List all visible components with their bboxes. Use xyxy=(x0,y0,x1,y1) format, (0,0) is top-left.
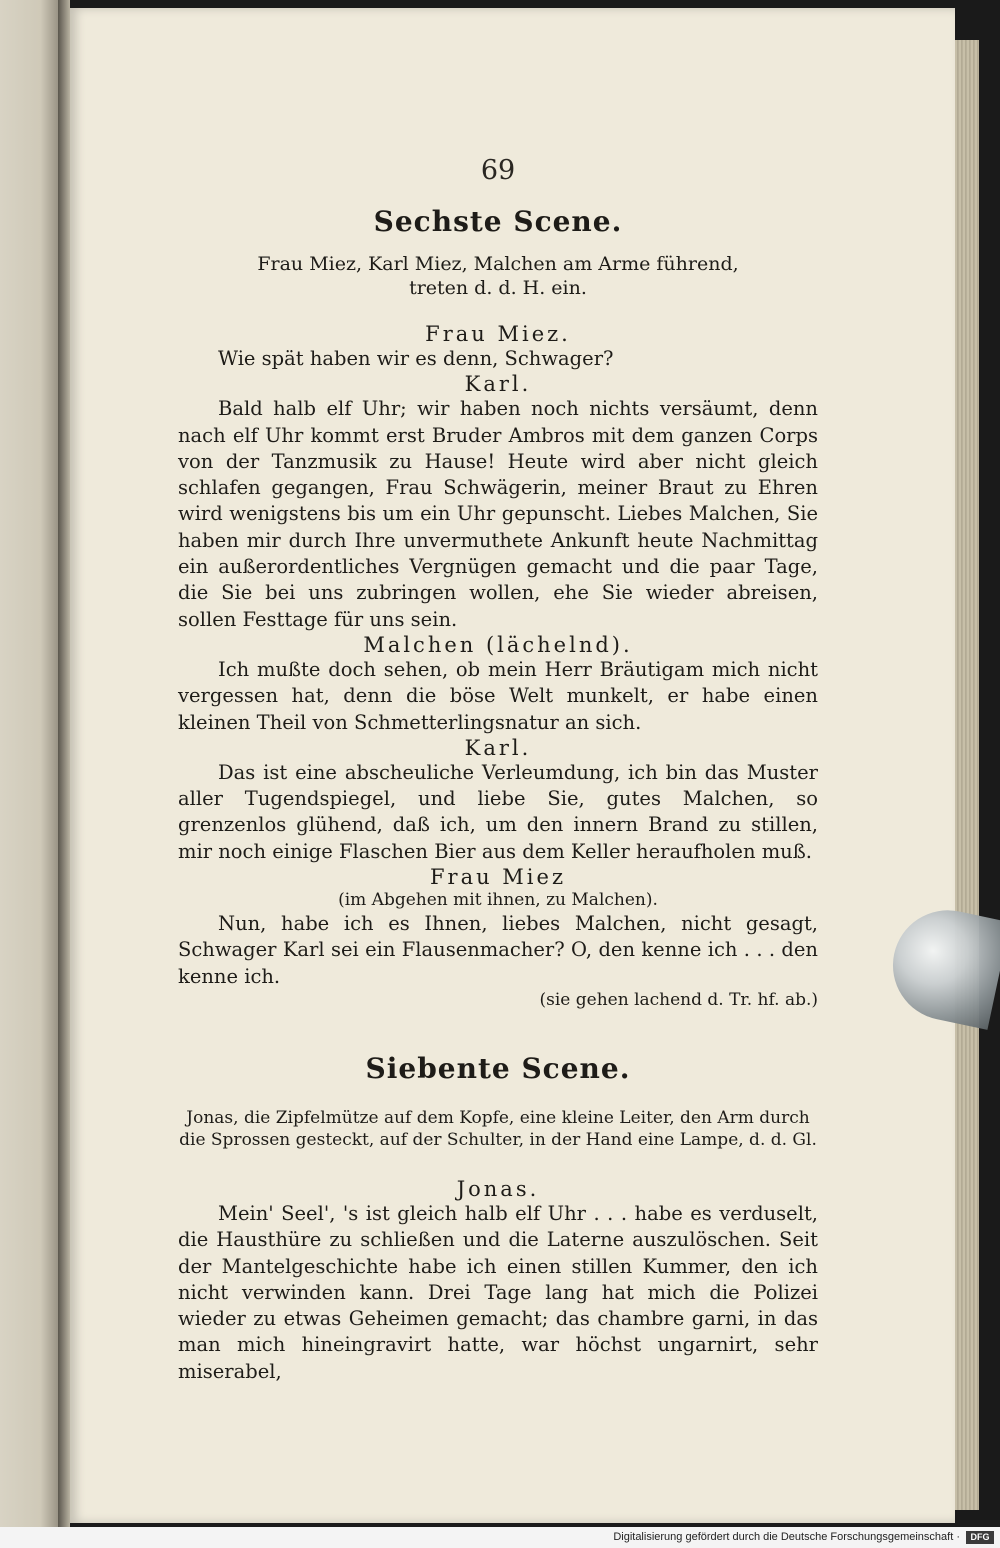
dfg-credit: Digitalisierung gefördert durch die Deutsche Forschungsgemeinschaft · xyxy=(613,1531,960,1543)
scene6-direction-line2: treten d. d. H. ein. xyxy=(409,277,587,299)
speaker-frau-miez: Frau Miez. xyxy=(425,322,571,346)
footer-bar xyxy=(0,1527,1000,1548)
speaker-karl: Karl. xyxy=(464,372,532,397)
scene6-title: Sechste Scene. xyxy=(373,205,623,238)
speaker-malchen: Malchen (lächelnd). xyxy=(363,632,633,657)
speech-jonas: Mein' Seel', 's ist gleich halb elf Uhr . . . habe es verduselt, die Hausthüre zu schließen und die Laterne auszulöschen. Seit der Mantelgeschichte habe ich einen stillen Kummer, den ich nicht verwinden kann. Drei Tage lang hat mich die Polizei wieder zu etwas Geheimen gemacht; das chambre garni, in das man mich hineingravirt hatte, war höchst ungarnirt, sehr miserabel, xyxy=(178,1201,818,1383)
speech-frau-miez: Wie spät haben wir es denn, Schwager? xyxy=(218,347,614,370)
page-stack-edge xyxy=(955,40,979,1510)
speaker-frau-miez-exit: Frau Miez xyxy=(429,865,567,890)
speech-karl-2: Das ist eine abscheuliche Verleumdung, ich bin das Muster aller Tugendspiegel, und liebe Sie, gutes Malchen, so grenzenlos glühend, daß ich, um den innern Brand zu stillen, mir noch einige Flaschen Bier aus dem Keller heraufholen muß. xyxy=(178,760,818,863)
speaker-jonas: Jonas. xyxy=(456,1176,540,1201)
page-number: 69 xyxy=(480,155,516,186)
speech-malchen: Ich mußte doch sehen, ob mein Herr Bräutigam mich nicht vergessen hat, denn die böse Welt munkelt, er habe einen kleinen Theil von Schmetterlingsnatur an sich. xyxy=(178,657,818,734)
speech-frau-miez-exit: Nun, habe ich es Ihnen, liebes Malchen, nicht gesagt, Schwager Karl sei ein Flausenmacher? O, den kenne ich . . . den kenne ich. xyxy=(178,912,818,988)
speaker-karl-2: Karl. xyxy=(464,735,532,760)
dfg-logo-icon: DFG xyxy=(966,1531,994,1544)
speech-karl: Bald halb elf Uhr; wir haben noch nichts versäumt, denn nach elf Uhr kommt erst Bruder Ambros mit dem ganzen Corps von der Tanzmusik zu Hause! Heute wird aber nicht gleich schlafen gegangen, Frau Schwägerin, meiner Braut zu Ehren wird wenigstens bis um ein Uhr gepunscht. Liebes Malchen, Sie haben mir durch Ihre unvermuthete Ankunft heute Nachmittag ein außerordentliches Vergnügen gemacht und die paar Tage, die Sie bei uns zubringen wollen, ehe Sie wieder abreisen, sollen Festtage für uns sein. xyxy=(178,397,818,631)
scene7-title: Siebente Scene. xyxy=(365,1051,631,1085)
page-content xyxy=(178,155,818,1385)
exit-direction: (sie gehen lachend d. Tr. hf. ab.) xyxy=(539,989,818,1010)
scene6-direction-line1: Frau Miez, Karl Miez, Malchen am Arme führend, xyxy=(257,253,739,275)
book-gutter xyxy=(58,0,70,1527)
frau-miez-exit-direction: (im Abgehen mit ihnen, zu Malchen). xyxy=(338,890,658,911)
scene7-direction: Jonas, die Zipfelmütze auf dem Kopfe, eine kleine Leiter, den Arm durch die Sprossen gesteckt, auf der Schulter, in der Hand eine Lampe, d. d. Gl. xyxy=(179,1107,817,1150)
left-page-edge xyxy=(0,0,58,1527)
